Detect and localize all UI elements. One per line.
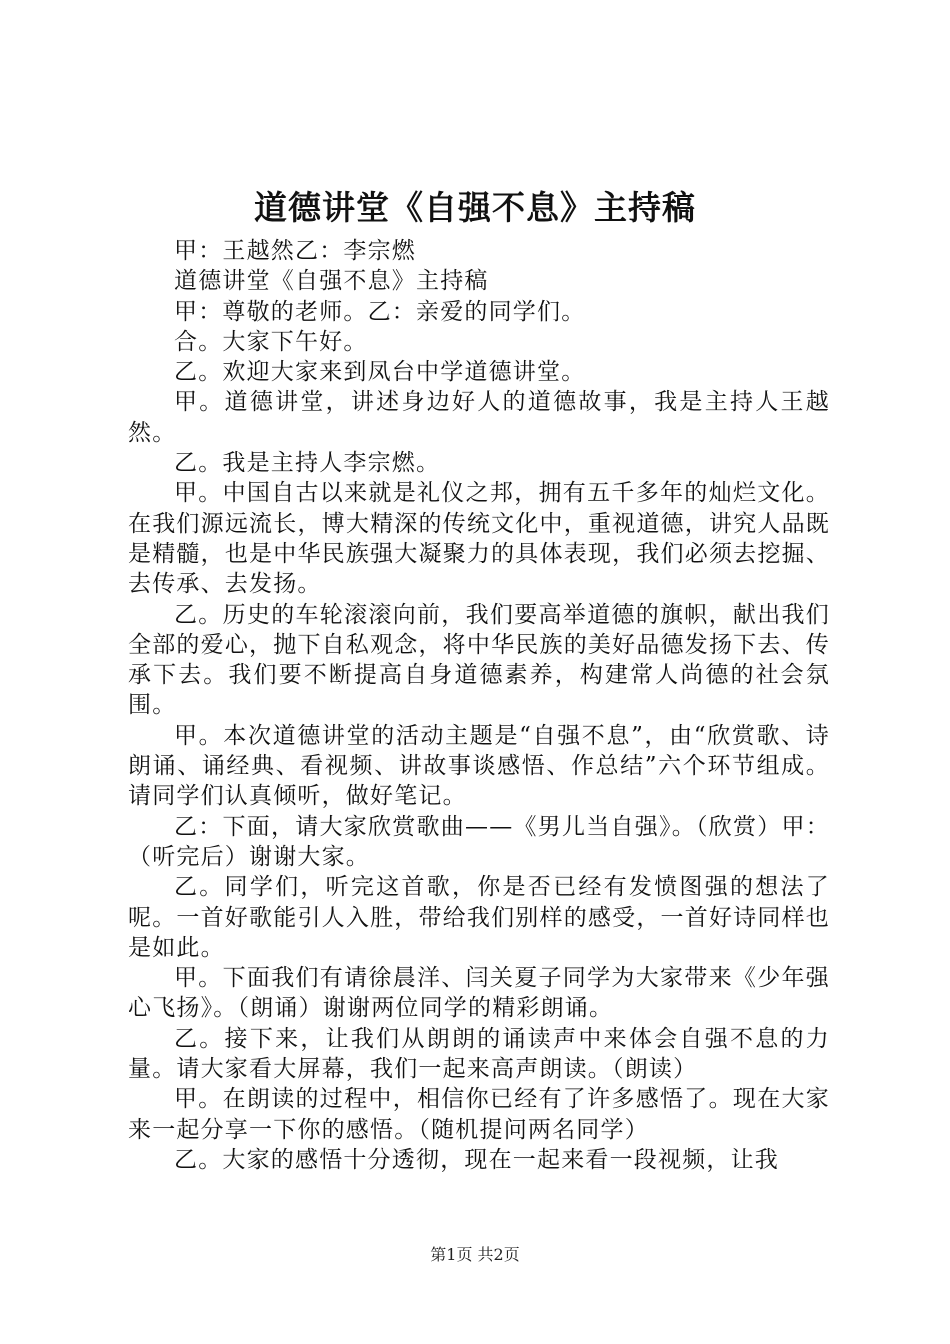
paragraph: 乙。接下来，让我们从朗朗的诵读声中来体会自强不息的力量。请大家看大屏幕，我们一起来高声朗读。（朗读） xyxy=(128,1025,830,1083)
page-footer xyxy=(0,1244,950,1266)
document-title: 道德讲堂《自强不息》主持稿 xyxy=(254,188,696,227)
paragraph: 乙。历史的车轮滚滚向前，我们要高举道德的旗帜，献出我们全部的爱心，抛下自私观念，将中华民族的美好品德发扬下去、传承下去。我们要不断提高自身道德素养，构建常人尚德的社会氛围。 xyxy=(128,601,830,719)
paragraph: 乙。欢迎大家来到凤台中学道德讲堂。 xyxy=(174,359,586,386)
paragraph: 甲。本次道德讲堂的活动主题是“自强不息”，由“欣赏歌、诗朗诵、诵经典、看视频、讲故事谈感悟、作总结”六个环节组成。请同学们认真倾听，做好笔记。 xyxy=(128,722,830,810)
paragraph: 合。大家下午好。 xyxy=(174,328,368,355)
page-total: 共2页 xyxy=(477,1245,520,1264)
document-body xyxy=(128,236,830,1175)
paragraph: 甲：尊敬的老师。乙：亲爱的同学们。 xyxy=(174,298,586,325)
paragraph: 甲。下面我们有请徐晨洋、闫关夏子同学为大家带来《少年强心飞扬》。（朗诵）谢谢两位同学的精彩朗诵。 xyxy=(128,965,830,1022)
paragraph: 甲。道德讲堂，讲述身边好人的道德故事，我是主持人王越然。 xyxy=(128,389,830,446)
paragraph: 乙：下面，请大家欣赏歌曲——《男儿当自强》。（欣赏）甲：（听完后）谢谢大家。 xyxy=(128,813,830,870)
paragraph: 道德讲堂《自强不息》主持稿 xyxy=(174,268,489,295)
paragraph: 甲。中国自古以来就是礼仪之邦，拥有五千多年的灿烂文化。在我们源远流长，博大精深的传统文化中，重视道德，讲究人品既是精髓，也是中华民族强大凝聚力的具体表现，我们必须去挖掘、去传承、去发扬。 xyxy=(128,480,830,598)
paragraph: 乙。我是主持人李宗燃。 xyxy=(174,450,441,477)
paragraph: 甲：王越然乙：李宗燃 xyxy=(174,238,416,264)
paragraph: 甲。在朗读的过程中，相信你已经有了许多感悟了。现在大家来一起分享一下你的感悟。（随机提问两名同学） xyxy=(128,1086,830,1143)
page-number: 第1页 xyxy=(430,1245,473,1264)
paragraph: 乙。大家的感悟十分透彻，现在一起来看一段视频，让我 xyxy=(174,1146,779,1173)
paragraph: 乙。同学们，听完这首歌，你是否已经有发愤图强的想法了呢。一首好歌能引人入胜，带给我们别样的感受，一首好诗同样也是如此。 xyxy=(128,874,830,961)
